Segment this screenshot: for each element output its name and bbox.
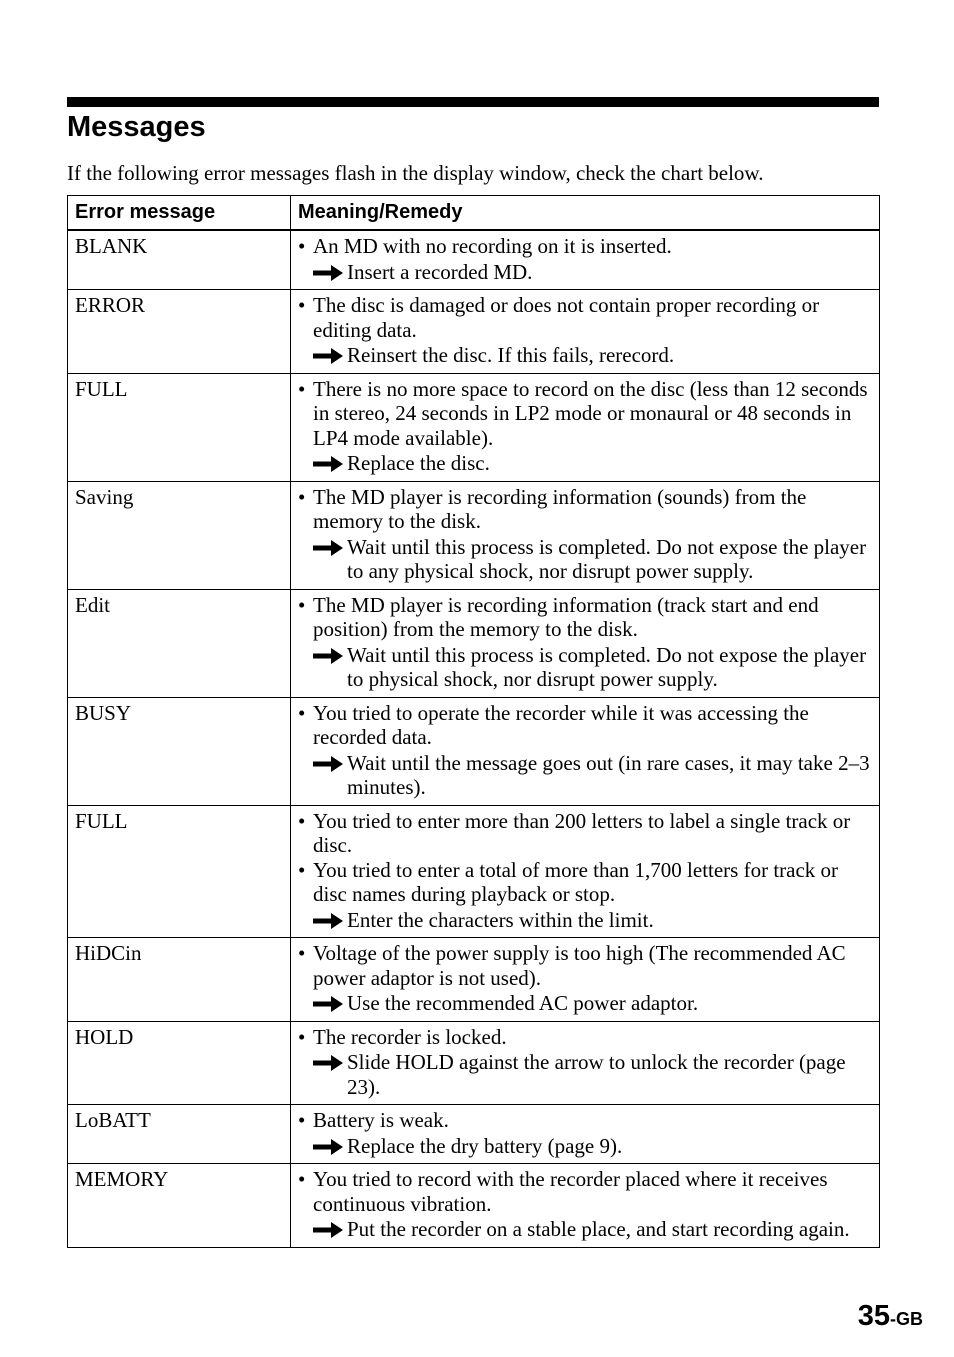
table-header-row	[68, 196, 880, 231]
remedy-text: Use the recommended AC power adaptor.	[347, 991, 699, 1015]
page-number-value: 35	[857, 1300, 890, 1332]
table-row	[68, 373, 880, 481]
meaning-item	[298, 1108, 872, 1133]
remedy-text: Wait until this process is completed. Do not expose the player to physical shock, nor disrupt power supply.	[347, 642, 867, 691]
remedy-cell	[291, 1021, 880, 1105]
arrow-right-icon	[313, 996, 343, 1012]
column-header-meaning-remedy: Meaning/Remedy	[291, 196, 880, 231]
remedy-text: Replace the disc.	[347, 451, 490, 475]
meaning-item	[298, 234, 872, 259]
bullet-icon: •	[298, 700, 306, 725]
remedy-cell	[291, 481, 880, 589]
meaning-text: The MD player is recording information (track start and end position) from the memory to the disk.	[313, 592, 819, 641]
meaning-item	[298, 593, 872, 642]
page-title: Messages	[67, 111, 206, 143]
remedy-line	[298, 751, 872, 800]
meaning-text: An MD with no recording on it is inserted.	[313, 234, 672, 258]
remedy-text: Insert a recorded MD.	[347, 259, 533, 284]
remedy-line	[298, 260, 872, 285]
meaning-text: You tried to enter a total of more than 1,700 letters for track or disc names during playback or stop.	[313, 857, 839, 906]
meaning-text: The disc is damaged or does not contain proper recording or editing data.	[313, 293, 820, 342]
meaning-text: You tried to enter more than 200 letters to label a single track or disc.	[313, 808, 851, 857]
meaning-item	[298, 1025, 872, 1050]
remedy-text: Slide HOLD against the arrow to unlock the recorder (page 23).	[347, 1050, 846, 1099]
meaning-item	[298, 377, 872, 451]
meaning-item	[298, 809, 872, 858]
remedy-line	[298, 1217, 872, 1242]
table-row	[68, 1105, 880, 1164]
remedy-line	[298, 1050, 872, 1099]
remedy-cell	[291, 1105, 880, 1164]
table-row	[68, 1164, 880, 1248]
remedy-text: Wait until the message goes out (in rare cases, it may take 2–3 minutes).	[347, 750, 870, 799]
arrow-right-icon	[313, 1055, 343, 1071]
arrow-right-icon	[313, 756, 343, 772]
remedy-line	[298, 643, 872, 692]
arrow-right-icon	[313, 648, 343, 664]
table-row	[68, 290, 880, 374]
error-message-cell: HiDCin	[68, 938, 291, 1022]
column-header-error-message: Error message	[68, 196, 291, 231]
error-message-cell: MEMORY	[68, 1164, 291, 1248]
remedy-cell	[291, 290, 880, 374]
meaning-text: Voltage of the power supply is too high (The recommended AC power adaptor is not used).	[313, 941, 846, 990]
remedy-cell	[291, 1164, 880, 1248]
meaning-item	[298, 701, 872, 750]
meaning-item	[298, 293, 872, 342]
bullet-icon: •	[298, 484, 306, 509]
page-number-suffix: -GB	[890, 1309, 923, 1329]
error-message-cell: Edit	[68, 589, 291, 697]
bullet-icon: •	[298, 941, 306, 965]
bullet-icon: •	[298, 857, 306, 882]
remedy-cell	[291, 805, 880, 938]
meaning-text: There is no more space to record on the disc (less than 12 seconds in stereo, 24 seconds in LP2 mode or monaural or 48 seconds in LP4 mode available).	[313, 376, 868, 450]
arrow-right-icon	[313, 348, 343, 364]
remedy-line	[298, 343, 872, 368]
page-number	[858, 1300, 923, 1333]
remedy-line	[298, 535, 872, 584]
meaning-text: You tried to operate the recorder while it was accessing the recorded data.	[313, 700, 809, 749]
error-message-cell: BLANK	[68, 230, 291, 290]
messages-table	[67, 195, 880, 1248]
bullet-icon: •	[298, 234, 306, 258]
error-message-cell: Saving	[68, 481, 291, 589]
error-message-cell: BUSY	[68, 697, 291, 805]
table-row	[68, 589, 880, 697]
arrow-right-icon	[313, 1222, 343, 1238]
arrow-right-icon	[313, 456, 343, 472]
table-row	[68, 481, 880, 589]
meaning-text: You tried to record with the recorder placed where it receives continuous vibration.	[313, 1167, 828, 1216]
meaning-text: The MD player is recording information (sounds) from the memory to the disk.	[313, 484, 807, 533]
remedy-line	[298, 1134, 872, 1159]
remedy-text: Put the recorder on a stable place, and start recording again.	[347, 1217, 850, 1241]
arrow-right-icon	[313, 540, 343, 556]
remedy-line	[298, 908, 872, 933]
bullet-icon: •	[298, 376, 306, 401]
table-row	[68, 1021, 880, 1105]
remedy-text: Reinsert the disc. If this fails, rerecord.	[347, 343, 675, 367]
error-message-cell: HOLD	[68, 1021, 291, 1105]
meaning-text: Battery is weak.	[313, 1108, 449, 1132]
remedy-cell	[291, 230, 880, 290]
meaning-item	[298, 485, 872, 534]
bullet-icon: •	[298, 808, 306, 833]
table-row	[68, 230, 880, 290]
remedy-text: Replace the dry battery (page 9).	[347, 1133, 623, 1158]
meaning-item	[298, 1167, 872, 1216]
intro-text: If the following error messages flash in the display window, check the chart below.	[67, 161, 764, 185]
arrow-right-icon	[313, 913, 343, 929]
remedy-line	[298, 991, 872, 1016]
error-message-cell: LoBATT	[68, 1105, 291, 1164]
remedy-cell	[291, 697, 880, 805]
table-row	[68, 697, 880, 805]
table-row	[68, 938, 880, 1022]
meaning-text: The recorder is locked.	[313, 1024, 507, 1049]
remedy-text: Wait until this process is completed. Do not expose the player to any physical shock, nor disrupt power supply.	[347, 534, 867, 583]
bullet-icon: •	[298, 1024, 306, 1049]
error-message-cell: FULL	[68, 805, 291, 938]
bullet-icon: •	[298, 1167, 306, 1191]
error-message-cell: ERROR	[68, 290, 291, 374]
remedy-cell	[291, 589, 880, 697]
error-message-cell: FULL	[68, 373, 291, 481]
remedy-line	[298, 451, 872, 476]
bullet-icon: •	[298, 592, 306, 617]
arrow-right-icon	[313, 265, 343, 281]
bullet-icon: •	[298, 1108, 306, 1132]
remedy-cell	[291, 373, 880, 481]
arrow-right-icon	[313, 1139, 343, 1155]
meaning-item	[298, 858, 872, 907]
remedy-cell	[291, 938, 880, 1022]
remedy-text: Enter the characters within the limit.	[347, 907, 654, 932]
meaning-item	[298, 941, 872, 990]
bullet-icon: •	[298, 293, 306, 317]
title-rule	[67, 97, 879, 107]
table-row	[68, 805, 880, 938]
